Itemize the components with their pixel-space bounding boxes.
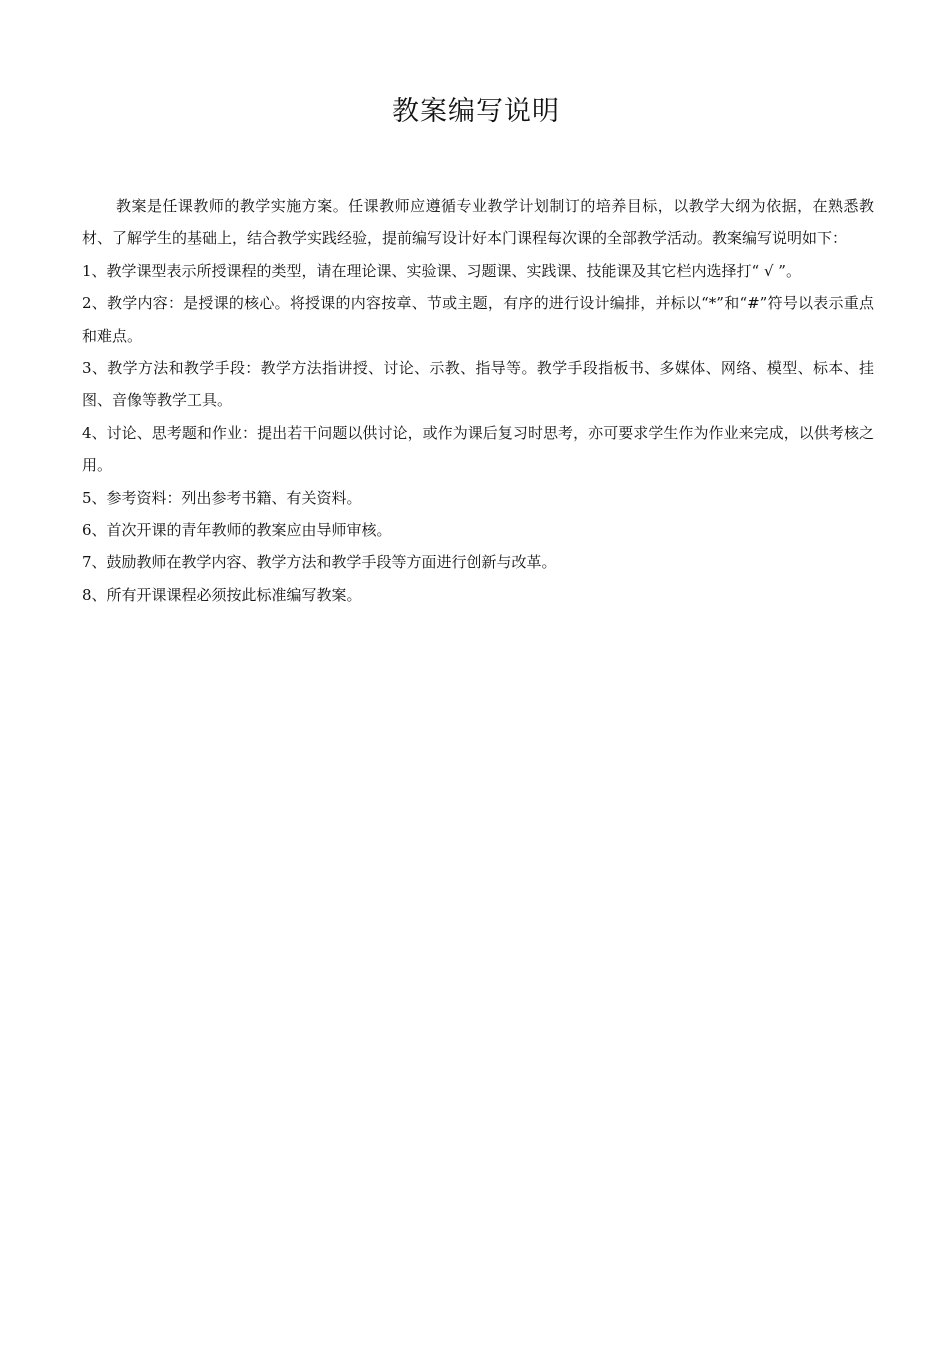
instruction-item-5: 5、参考资料：列出参考书籍、有关资料。 <box>82 488 362 507</box>
instruction-item-3: 3、教学方法和教学手段：教学方法指讲授、讨论、示教、指导等。教学手段指板书、多媒体、网络、模型、标本、挂图、音像等教学工具。 <box>82 359 874 410</box>
instruction-item-4: 4、讨论、思考题和作业：提出若干问题以供讨论，或作为课后复习时思考，亦可要求学生作为作业来完成，以供考核之用。 <box>82 423 874 475</box>
document-body <box>82 190 874 611</box>
instruction-item-8: 8、所有开课课程必须按此标准编写教案。 <box>82 585 362 604</box>
intro-paragraph: 教案是任课教师的教学实施方案。任课教师应遵循专业教学计划制订的培养目标，以教学大纲为依据，在熟悉教材、了解学生的基础上，结合教学实践经验，提前编写设计好本门课程每次课的全部教学活动。教案编写说明如下： <box>82 197 874 248</box>
instruction-item-6: 6、首次开课的青年教师的教案应由导师审核。 <box>82 521 392 540</box>
instruction-item-7: 7、鼓励教师在教学内容、教学方法和教学手段等方面进行创新与改革。 <box>82 553 557 572</box>
page-title: 教案编写说明 <box>392 96 560 127</box>
instruction-item-1: 1、教学课型表示所授课程的类型，请在理论课、实验课、习题课、实践课、技能课及其它栏内选择打“ √ ”。 <box>82 261 801 280</box>
instruction-item-2: 2、教学内容：是授课的核心。将授课的内容按章、节或主题，有序的进行设计编排，并标以“*”和“#”符号以表示重点和难点。 <box>82 294 874 345</box>
